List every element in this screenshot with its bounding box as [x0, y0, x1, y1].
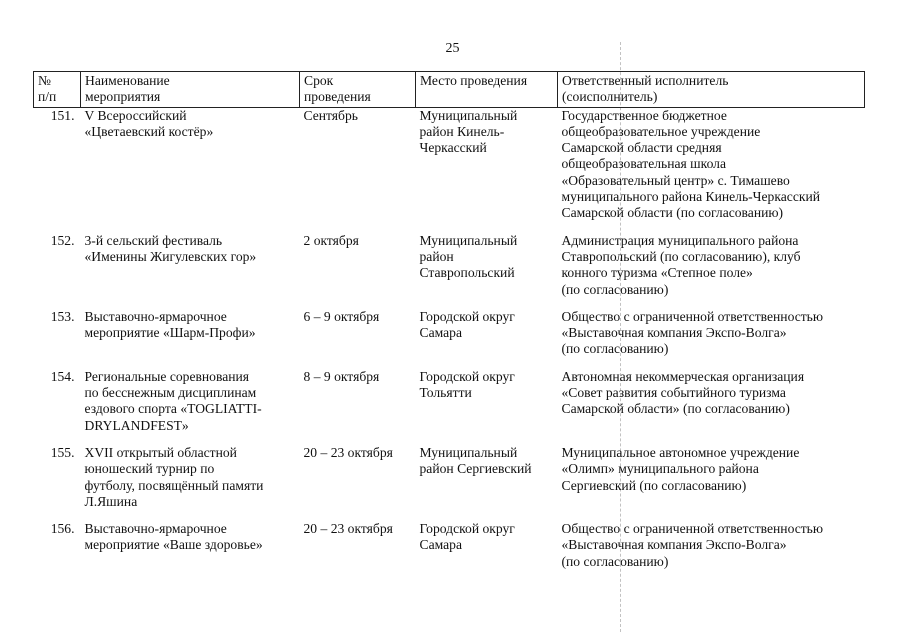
table-row — [34, 309, 865, 369]
event-date: 20 – 23 октября — [303, 444, 393, 460]
event-responsible: Общество с ограниченной ответственностью «Выставочная компания Экспо-Волга» (по согласованию) — [561, 308, 824, 357]
event-place: Муниципальный район Ставропольский — [419, 232, 518, 281]
event-date: Сентябрь — [303, 107, 358, 123]
header-place: Место проведения — [416, 72, 558, 108]
table-row — [34, 445, 865, 521]
row-number: 156. — [50, 521, 75, 537]
event-name: Региональные соревнования по бесснежным дисциплинам ездового спорта «TOGLIATTI- DRYLANDFEST» — [84, 368, 262, 433]
row-number: 153. — [50, 308, 75, 324]
header-responsible: Ответственный исполнитель (соисполнитель) — [558, 72, 865, 108]
event-date: 6 – 9 октября — [303, 308, 380, 324]
event-name: V Всероссийский «Цветаевский костёр» — [84, 107, 214, 139]
header-name: Наименование мероприятия — [81, 72, 300, 108]
event-date: 8 – 9 октября — [303, 368, 380, 384]
event-place: Городской округ Самара — [419, 521, 515, 553]
event-place: Муниципальный район Сергиевский — [419, 444, 532, 477]
row-number: 154. — [50, 368, 75, 384]
header-row — [34, 72, 865, 108]
event-date: 2 октября — [303, 232, 359, 248]
table-row — [34, 521, 865, 581]
row-number: 155. — [50, 444, 75, 460]
events-table — [33, 71, 865, 581]
event-place: Городской округ Самара — [419, 308, 515, 341]
event-place: Городской округ Тольятти — [419, 368, 515, 401]
event-place: Муниципальный район Кинель- Черкасский — [419, 107, 518, 156]
event-responsible: Автономная некоммерческая организация «Совет развития событийного туризма Самарской области» (по согласованию) — [561, 368, 805, 417]
table-row — [34, 107, 865, 233]
event-date: 20 – 23 октября — [303, 521, 393, 537]
event-name: Выставочно-ярмарочное мероприятие «Ваше здоровье» — [84, 521, 263, 553]
row-number: 152. — [50, 232, 75, 248]
event-name: Выставочно-ярмарочное мероприятие «Шарм-Профи» — [84, 308, 256, 341]
table-row — [34, 233, 865, 309]
header-date: Срок проведения — [300, 72, 416, 108]
table-body — [34, 107, 865, 581]
event-responsible: Администрация муниципального района Ставропольский (по согласованию), клуб конного туризма «Степное поле» (по согласованию) — [561, 232, 801, 297]
event-name: XVII открытый областной юношеский турнир по футболу, посвящённый памяти Л.Яшина — [84, 444, 264, 509]
page-number: 25 — [445, 41, 460, 56]
event-responsible: Государственное бюджетное общеобразовательное учреждение Самарской области средняя общеобразовательная школа «Образовательный центр» с. Тимашево муниципального района Кинель-Черкасский Самарской области (по согласованию) — [561, 107, 821, 221]
event-responsible: Общество с ограниченной ответственностью «Выставочная компания Экспо-Волга» (по согласованию) — [561, 521, 824, 569]
table-header — [34, 72, 865, 108]
event-responsible: Муниципальное автономное учреждение «Олимп» муниципального района Сергиевский (по согласованию) — [561, 444, 800, 493]
event-name: 3-й сельский фестиваль «Именины Жигулевских гор» — [84, 232, 257, 264]
header-num: № п/п — [34, 72, 81, 108]
table-row — [34, 369, 865, 445]
row-number: 151. — [50, 107, 75, 123]
